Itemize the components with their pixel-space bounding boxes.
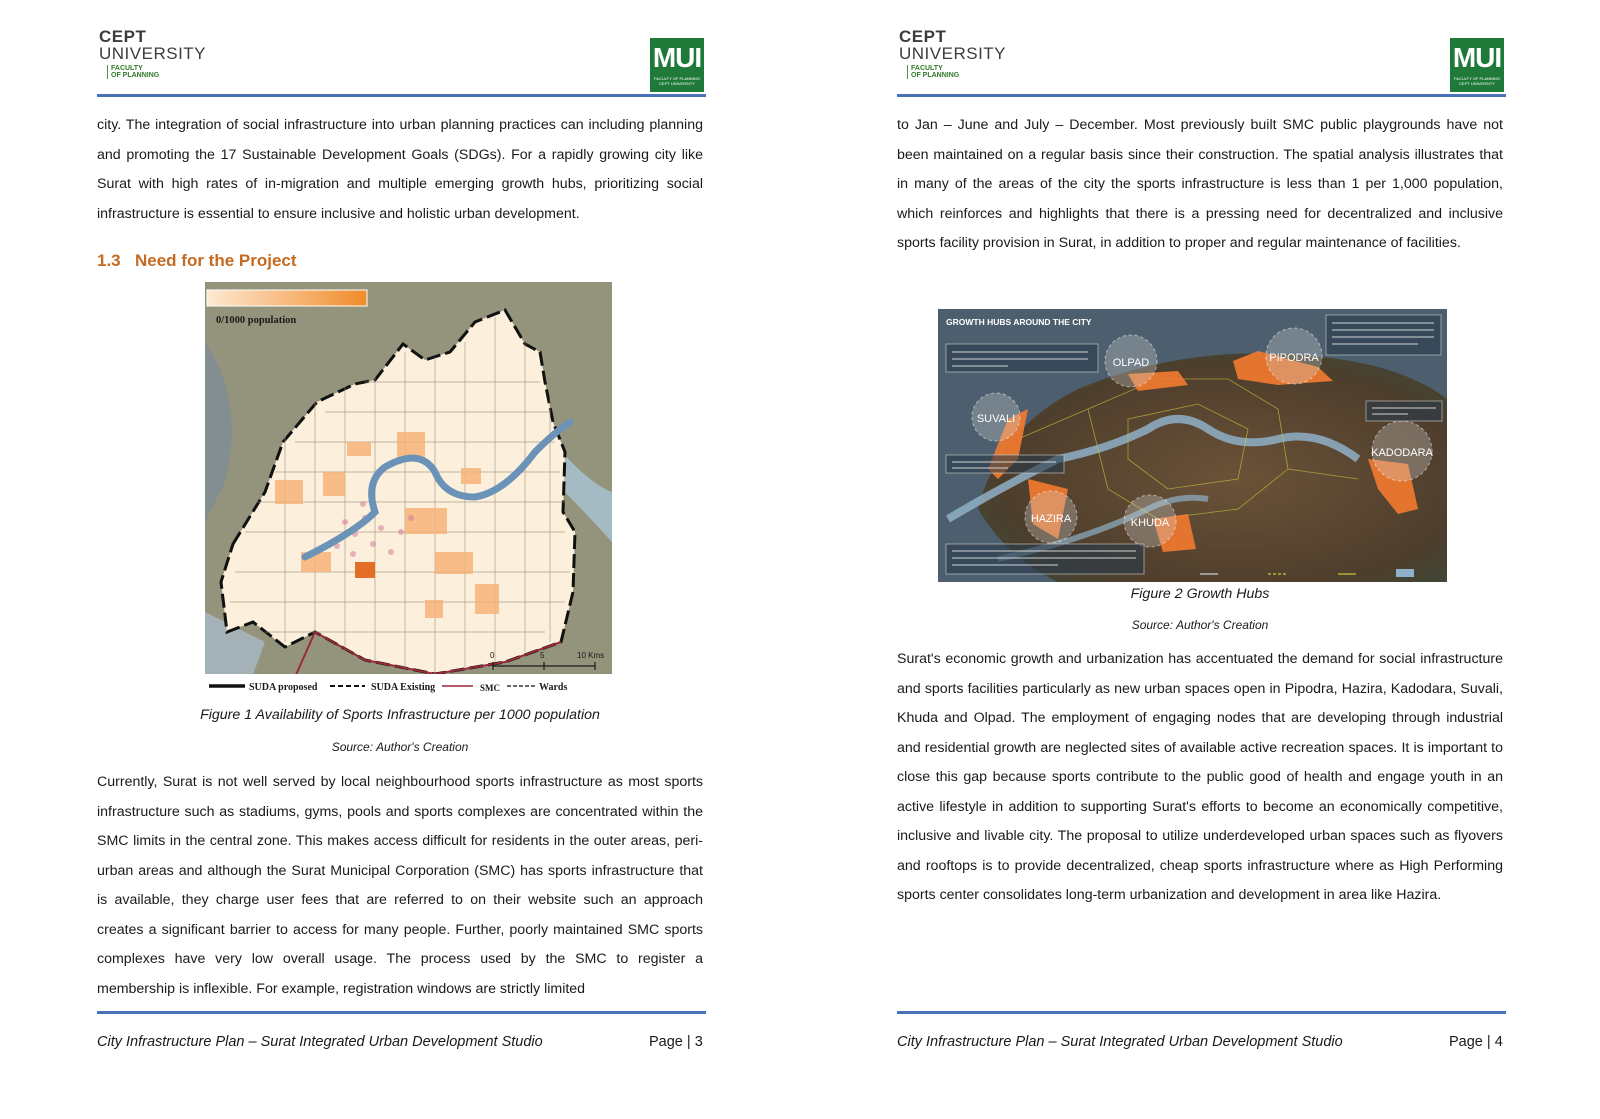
hub-label-pipodra: PIPODRA [1269,352,1319,364]
mui-logo-subtext2: CEPT UNIVERSITY [659,81,695,86]
map-legend-title: 0/1000 population [216,315,297,326]
mui-logo-subtext: FACULTY OF PLANNING [654,76,700,81]
legend-suda-proposed: SUDA proposed [249,682,318,693]
figure1-caption: Figure 1 Availability of Sports Infrastructure per 1000 population [200,707,600,723]
cept-university-logo [899,27,1007,84]
figure1-map [205,282,612,696]
hub-label-kadodara: KADODARA [1371,447,1433,459]
cept-logo-line4: OF PLANNING [111,72,160,79]
header-rule [97,94,706,97]
cept-logo-line2: UNIVERSITY [899,44,1007,63]
map-title: GROWTH HUBS AROUND THE CITY [946,317,1092,327]
cept-logo-line2: UNIVERSITY [99,44,207,63]
cept-logo-line1: CEPT [99,27,147,46]
figure2-source: Source: Author's Creation [1131,618,1269,632]
figure1-source: Source: Author's Creation [331,740,469,754]
mui-logo [650,38,704,92]
page-number: Page | 4 [1449,1034,1503,1050]
section-number: 1.3 [97,251,121,270]
intro-paragraph: to Jan – June and July – December. Most previously built SMC public playgrounds have not been maintained on a regular basis since their construction. The spatial analysis illustrates that in many of the areas of the city the sports infrastructure is less than 1 per 1,000 population, which reinforces and highlights that there is a pressing need for decentralized and inclusive sports facility provision in Surat, in addition to proper and regular maintenance of facilities. [897,117,1503,251]
mui-logo [1450,38,1504,92]
growth-hubs-map [938,309,1447,582]
intro-paragraph: city. The integration of social infrastructure into urban planning practices can including planning and promoting the 17 Sustainable Development Goals (SDGs). For a rapidly growing city like Surat with high rates of in-migration and multiple emerging growth hubs, prioritizing social infrastructure is essential to ensure inclusive and holistic urban development. [97,117,703,222]
header-rule [897,94,1506,97]
mui-logo-text: MUI [1452,42,1502,73]
hub-label-olpad: OLPAD [1112,357,1150,369]
section-heading [97,251,297,271]
scale-label-5: 5 [540,651,545,660]
body-paragraph: Surat's economic growth and urbanization has accentuated the demand for social infrastructure and sports facilities particularly as new urban spaces open in Pipodra, Hazira, Kadodara, Suvali, Khuda and Olpad. The employment of engaging nodes that are developing through industrial and residential growth are neglected sites of available active recreation spaces. It is important to close this gap because sports contribute to the public good of health and engage youth in an active lifestyle in addition to supporting Surat's efforts to become an economically competitive, inclusive and livable city. The proposal to utilize underdeveloped urban spaces such as flyovers and rooftops is to provide decentralized, cheap sports infrastructure where as High Performing sports center consolidates long-term urbanization and development in area like Hazira. [897,651,1503,903]
page-number: Page | 3 [649,1034,703,1050]
hub-label-hazira: HAZIRA [1030,513,1072,525]
cept-university-logo [99,27,207,84]
mui-logo-subtext: FACULTY OF PLANNING [1454,76,1500,81]
cept-logo-line3: FACULTY [111,65,143,72]
mui-logo-subtext2: CEPT UNIVERSITY [1459,81,1495,86]
legend-suda-existing: SUDA Existing [371,682,436,693]
mui-logo-text: MUI [652,42,702,73]
figure2-map [938,309,1447,582]
legend-wards: Wards [539,682,568,693]
figure2-caption: Figure 2 Growth Hubs [1130,586,1270,602]
sports-infrastructure-map [205,282,612,696]
hub-label-suvali: SUVALI [976,413,1016,425]
footer-rule [97,1011,706,1014]
cept-logo-line1: CEPT [899,27,947,46]
footer-title: City Infrastructure Plan – Surat Integrated Urban Development Studio [97,1034,543,1050]
cept-logo-line3: FACULTY [911,65,943,72]
footer-rule [897,1011,1506,1014]
right-page [800,0,1600,1119]
scale-label-10: 10 Kms [577,651,605,660]
hub-label-khuda: KHUDA [1130,517,1170,529]
cept-logo-faculty [107,65,199,79]
scale-label-0: 0 [490,651,495,660]
cept-logo-line4: OF PLANNING [911,72,960,79]
cept-logo-faculty [907,65,999,79]
footer-title: City Infrastructure Plan – Surat Integrated Urban Development Studio [897,1034,1343,1050]
legend-smc: SMC [480,683,500,693]
body-paragraph: Currently, Surat is not well served by local neighbourhood sports infrastructure as most sports infrastructure such as stadiums, gyms, pools and sports complexes are concentrated within the SMC limits in the central zone. This makes access difficult for residents in the outer areas, peri-urban areas and although the Surat Municipal Corporation (SMC) has sports infrastructure that is available, they charge user fees that are referred to on their website such an approach creates a significant barrier to access for many people. Further, poorly maintained SMC sports complexes have very low overall usage. The process used by the SMC to register a membership is inflexible. For example, registration windows are strictly limited [97,774,703,997]
section-title: Need for the Project [135,251,297,270]
